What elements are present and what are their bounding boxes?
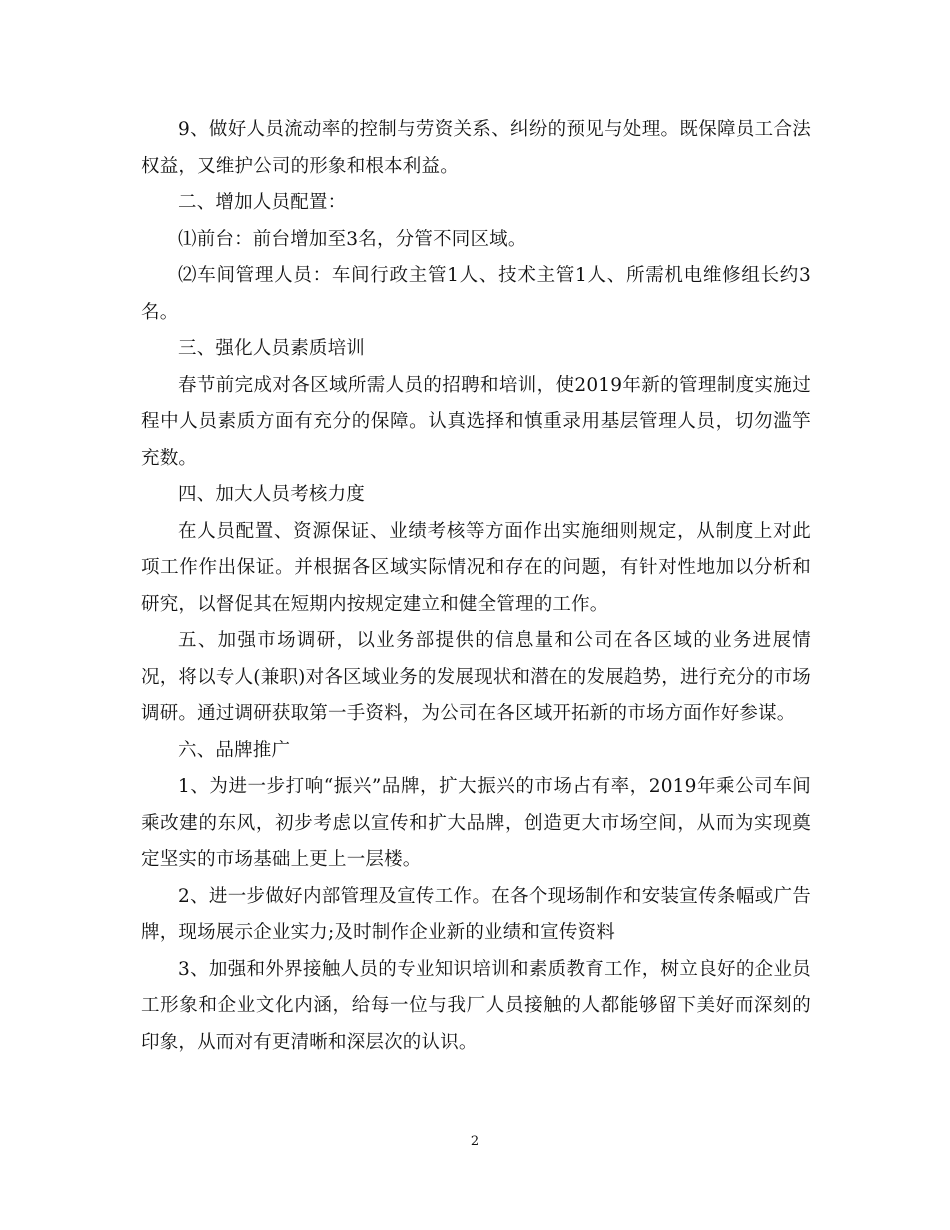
paragraph-assessment: 在人员配置、资源保证、业绩考核等方面作出实施细则规定，从制度上对此项工作作出保证。并根据各区域实际情况和存在的问题，有针对性地加以分析和研究，以督促其在短期内按规定建立和健全管理的工作。 (141, 520, 811, 615)
paragraph-item-9: 9、做好人员流动率的控制与劳资关系、纠纷的预见与处理。既保障员工合法权益，又维护公司的形象和根本利益。 (141, 119, 811, 177)
paragraph-workshop-staff: ⑵车间管理人员：车间行政主管1人、技术主管1人、所需机电维修组长约3名。 (141, 265, 811, 323)
paragraph-brand-1: 1、为进一步打响“振兴”品牌，扩大振兴的市场占有率，2019年乘公司车间乘改建的东风，初步考虑以宣传和扩大品牌，创造更大市场空间，从而为实现奠定坚实的市场基础上更上一层楼。 (141, 776, 811, 870)
section-heading-6: 六、品牌推广 (178, 739, 291, 761)
paragraph-brand-2: 2、进一步做好内部管理及宣传工作。在各个现场制作和安装宣传条幅或广告牌，现场展示企业实力;及时制作企业新的业绩和宣传资料 (141, 885, 811, 943)
page-number: 2 (470, 1134, 480, 1149)
section-heading-4: 四、加大人员考核力度 (178, 484, 366, 505)
paragraph-training: 春节前完成对各区域所需人员的招聘和培训，使2019年新的管理制度实施过程中人员素质方面有充分的保障。认真选择和慎重录用基层管理人员，切勿滥竽充数。 (141, 374, 811, 469)
paragraph-brand-3: 3、加强和外界接触人员的专业知识培训和素质教育工作，树立良好的企业员工形象和企业文化内涵，给每一位与我厂人员接触的人都能够留下美好而深刻的印象，从而对有更清晰和深层次的认识。 (141, 958, 811, 1053)
paragraph-front-desk: ⑴前台：前台增加至3名，分管不同区域。 (178, 228, 527, 250)
section-heading-3: 三、强化人员素质培训 (178, 338, 366, 359)
section-heading-2: 二、增加人员配置： (178, 192, 347, 213)
paragraph-market-research: 五、加强市场调研，以业务部提供的信息量和公司在各区域的业务进展情况，将以专人(兼职)对各区域业务的发展现状和潜在的发展趋势，进行充分的市场调研。通过调研获取第一手资料，为公司在各区域开拓新的市场方面作好参谋。 (141, 630, 811, 724)
document-body (141, 112, 811, 1061)
